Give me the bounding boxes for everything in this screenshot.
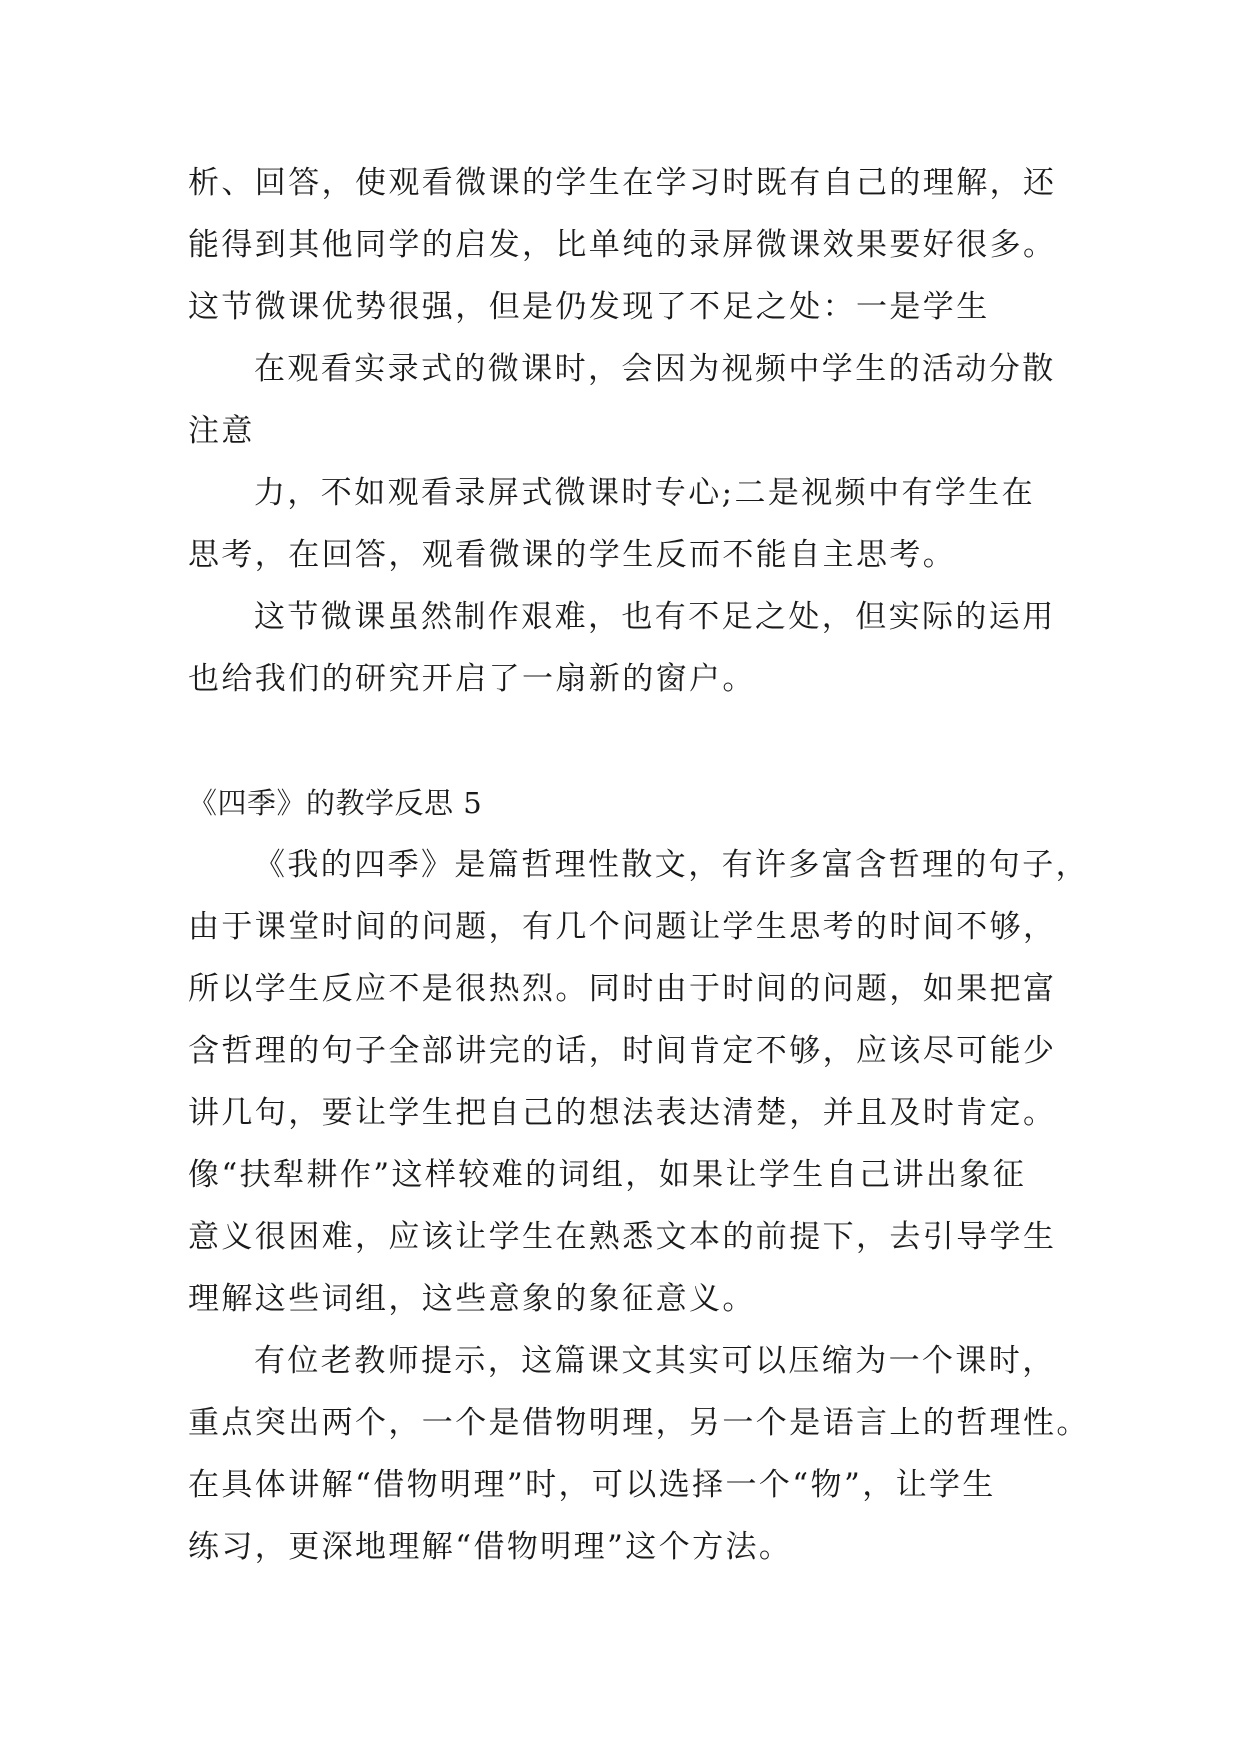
text-line: 理解这些词组，这些意象的象征意义。 — [188, 1281, 756, 1317]
text-line: 《我的四季》是篇哲理性散文，有许多富含哲理的句子， — [254, 847, 1089, 883]
section-spacer — [188, 710, 1088, 772]
document-page — [188, 152, 1088, 1578]
text-line: 注意 — [188, 413, 255, 449]
text-line: 也给我们的研究开启了一扇新的窗户。 — [188, 661, 756, 697]
text-line: 力，不如观看录屏式微课时专心;二是视频中有学生在 — [254, 475, 1036, 511]
text-line: 有位老教师提示，这篇课文其实可以压缩为一个课时， — [254, 1343, 1056, 1379]
text-line: 由于课堂时间的问题，有几个问题让学生思考的时间不够， — [188, 909, 1057, 945]
paragraph-3 — [188, 462, 1088, 586]
section-heading: 《四季》的教学反思 5 — [188, 786, 483, 820]
text-line: 能得到其他同学的启发，比单纯的录屏微课效果要好很多。 — [188, 227, 1057, 263]
text-line: 练习，更深地理解“借物明理”这个方法。 — [188, 1529, 793, 1565]
text-line: 这节微课优势很强，但是仍发现了不足之处：一是学生 — [188, 289, 990, 325]
paragraph-4 — [188, 586, 1088, 710]
text-line: 在观看实录式的微课时，会因为视频中学生的活动分散 — [254, 351, 1056, 387]
text-line: 重点突出两个，一个是借物明理，另一个是语言上的哲理性。 — [188, 1405, 1090, 1441]
text-line: 在具体讲解“借物明理”时，可以选择一个“物”，让学生 — [188, 1467, 996, 1503]
text-line: 这节微课虽然制作艰难，也有不足之处，但实际的运用 — [254, 599, 1056, 635]
text-line: 析、回答，使观看微课的学生在学习时既有自己的理解，还 — [188, 165, 1057, 201]
text-line: 所以学生反应不是很热烈。同时由于时间的问题，如果把富 — [188, 971, 1057, 1007]
text-line: 思考，在回答，观看微课的学生反而不能自主思考。 — [188, 537, 957, 573]
paragraph-1 — [188, 152, 1088, 338]
text-line: 含哲理的句子全部讲完的话，时间肯定不够，应该尽可能少 — [188, 1033, 1057, 1069]
paragraph-6 — [188, 1330, 1088, 1578]
text-line: 讲几句，要让学生把自己的想法表达清楚，并且及时肯定。 — [188, 1095, 1057, 1131]
text-line: 像“扶犁耕作”这样较难的词组，如果让学生自己讲出象征 — [188, 1157, 1027, 1193]
paragraph-5 — [188, 834, 1088, 1330]
paragraph-2 — [188, 338, 1088, 462]
text-line: 意义很困难，应该让学生在熟悉文本的前提下，去引导学生 — [188, 1219, 1057, 1255]
